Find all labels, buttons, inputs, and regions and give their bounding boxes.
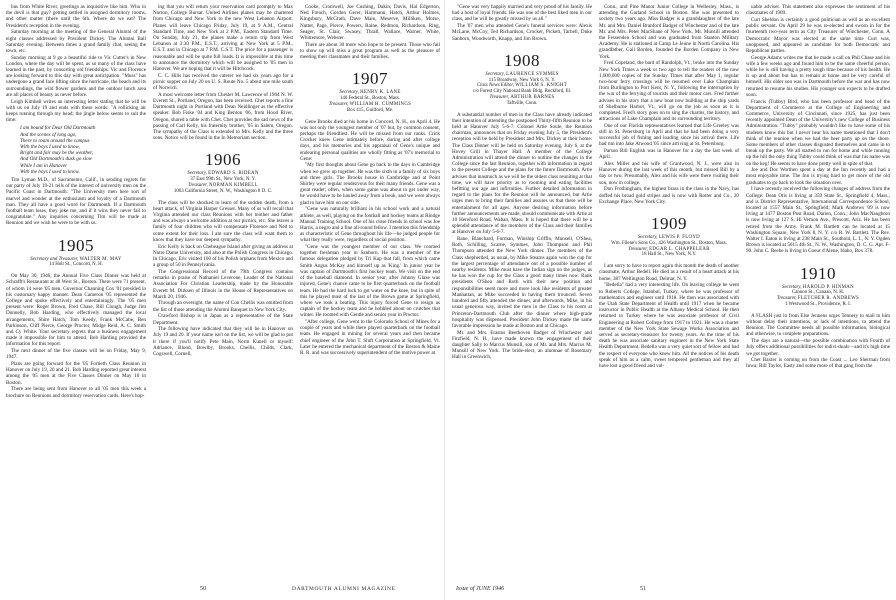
poem-line: While I am in Hanover xyxy=(20,162,68,169)
left-page xyxy=(6,4,440,584)
officer-address: 37 East 99th St., New York, N. Y. xyxy=(190,177,256,183)
officer-name: EDGAR L. CHAPPELEAR xyxy=(649,246,710,252)
left-column-2 xyxy=(153,4,293,574)
officer-address: 1003 California Street, N. W., Washington 8 D. C. xyxy=(173,188,273,194)
class-officers xyxy=(452,72,592,107)
class-officers xyxy=(300,90,440,113)
officer-address: 1 Westwood St., Providence, R. I. xyxy=(784,302,852,308)
paragraph: Bane, Blanchard, Furman, Winship Griffin, Munsell, O'Shea, Roth, Schilling, Scarne, Symmes, John Thompson and Phil Thompson attended the New York dinner. The members of the Class shepherded, as usual, by Mike Stearns again won the cup for the largest percentage of attendance out of a possible number of nearby residents. Mike must have the Indian sign on the judges, as he has won the cup for the Class a good many times now. Bank presidents O'Shea and Roth with their new position and responsibilities seem more and more look like residents of greater Manhattan, as Mike succeeded in having them trounced. Seven hundred and fifty attended the dinner, and afterwards, Mike, in his usual generous way, invited the men in the Class to his room at Princeton-Dartmouth Club after the dinner where high-grade hospitality was dispensed. President John Dickey made the same favorable impression he made at Boston and at Chicago. xyxy=(452,236,592,329)
officer-name: ARTHUR BARNES xyxy=(510,94,555,100)
paragraph-list xyxy=(6,4,146,123)
class-year-heading: 1908 xyxy=(504,50,540,70)
officer-address: Taftville, Conn. xyxy=(506,100,538,106)
paragraph: A FLASH just in from Else Jennens urges Tennery to mail to him without delay their intentions, or lack of intentions, to attend the Reunion. The Committee needs all possible information, biological and otherwise, to complete preparations. xyxy=(746,312,890,338)
paragraph: The Congressional Record of the 79th Congress contains remarks in praise of Nathaniel Leverone, Leader of the National Association For Christian Leadership, made by the Honorable Everett M. Dirksen of Illinois in the House of Representatives on March 20, 1946. xyxy=(153,268,293,300)
officer-role: Treasurer, xyxy=(489,94,510,100)
left-page-number: 50 xyxy=(200,586,206,592)
reunion-poem xyxy=(20,125,146,175)
class-year-heading: 1910 xyxy=(800,263,836,283)
right-page-number: 51 xyxy=(640,586,646,592)
class-year-heading: 1906 xyxy=(205,150,241,170)
paragraph: Francis (Tubby) Bird, who has been professor and head of the Department of Commerce at the College of Engineering and Commerce, University of Cincinnati, since 1925, has just been recently appointed Dean of the University's new College of Business Administration. "Tubby" probably wouldn't like to have some of his students know this but I never hear his name mentioned that I don't think of the reunion when we had the beer party up on the shore. Some members of other classes disgusted themselves and came in to break up the party. We all started to run for home and while running up the hill the only thing Tubby could think of was that his name was on the keg! He seems to have done pretty well in spite of that. xyxy=(746,98,890,167)
magazine-name: DARTMOUTH ALUMNI MAGAZINE xyxy=(292,586,396,592)
paragraph: "Gene was naturally brilliant in his school work and a natural athlete, as well, playing on the football and hockey teams at Rindge Manual Training School. One of his close friends in school was Joe Harris, a negro and a fine all-round fellow. I mention this friendship as characteristic of Gene throughout his life—he judged people for what they really were, regardless of social position. xyxy=(300,206,440,244)
paragraph-list xyxy=(300,119,440,357)
officer-role: Secretary, xyxy=(485,71,505,77)
officer-role: Secretary, xyxy=(782,284,802,290)
paragraph: The class will be shocked to learn of the sudden death, from a heart attack, of Virginia Harper Gresser. Many of us will recall that Virginia attended our class Reunions with her mother and father and was always a welcome addition at our picnics, etc. She leaves a family of four children who will compensate Florence and Ned to some extent for their loss. I am sure the class will want them to know that they have our deepest sympathy. xyxy=(153,199,293,243)
paragraph: Chet Baxter is coming on from the Coast ... Leo Sherman from Iowa; Bill Taylor, Easty and some more of that gang from the xyxy=(746,357,890,370)
paragraph: Fred Copeland, the bard of Randolph, Vt., broke into the Sunday New York Times a week or two ago to tell the readers of the now 1,000,000 copies of the Sunday Times that after May 1, regular two-hour ferry crossings will be resumed over Lake Champlain from Burlington to Port Kent, N. Y., following the interruption by the war of the ferrying of tourists and their motor cars. Fred further advises in his story that a new boat now building at the ship yards of Shelburne Harbor, Vt., will go on the job as soon as it is completed. Fred's story goes on to sing the charms, the history, and attractions of Lake Champlain and its surrounding territory. xyxy=(599,60,739,123)
paragraph: A most welcome letter from Chester M. Lawrence of 1904 N. W. Everett St., Portland, Oregon, has been received. Chet reports a fine Dartmouth night in Portland with Dean Neidlinger as the effective speaker. Bob Fiske '04 and King Benton '06, from Hood River, Oregon, shared a table with Chet. Chet provides the sad news of the passing of Carl Kelly, his fraternity brother, '05 in Salem, Oregon. The sympathy of the Class is extended to Mrs. Kelly and the three sons. Notice will be found in the In Memoriam section. xyxy=(153,91,293,142)
paragraph-list xyxy=(153,4,293,141)
paragraph: Parson Bill English was in Hanover for a day the last week of April. xyxy=(599,148,739,161)
officer-role: Secretary, xyxy=(637,235,658,240)
paragraph: There are being sent from Hanover to all '05 men this week a brochure on Reunions and dormitory reservation cards. Here's hop- xyxy=(6,386,146,399)
paragraph: Through an oversight, the name of Con Chellis was omitted from the list of those attending the Alumni Banquet in New York City. xyxy=(153,300,293,313)
paragraph: Eric Kelly is back on Chebeague Island after giving an address at Notre Dame University, and also at the Polish Congress in Chicago. In Chicago, Eric visited 100 of his Polish orphans from Mexico and a group of 50 in Pennsylvania. xyxy=(153,243,293,269)
poem-line: With the boys I used to know. xyxy=(20,168,80,175)
officer-role: Secretary, xyxy=(187,171,207,177)
right-column-1 xyxy=(452,4,592,574)
paragraph: uable adviser. This statement also expresses the sentiment of his classmates of 1909. xyxy=(746,4,890,17)
paragraph: A substantial number of men in the Class have already indicated their intention of attending the postponed Thirty-fifth Reunion to be held at Hanover July 5-6-7. Colonel Artie Soule, the Reunion chairman, announces that on Friday evening July 5, the President's reception will be held by President and Mrs. Dickey at their home. The Class Dinner will be held on Saturday evening, July 6, at the Hovey Grill in Thayer Hall. A member of the College Administration will attend the dinner to outline the changes in the College since the last Reunion, together with information in regard to the present College and the plans for the future Dartmouth. Artie advises that inasmuch as we will be the oldest class reuniting at that time, we will have priority as to rooming and eating facilities befitting our age and infirmities. Further detailed information in regard to the plans for the Reunion will be announced, but Artie urges men to bring their families and assures us that there will be entertainment for all ages. Anyone desiring information before further announcements are made, should communicate with Artie at 10 Hereford Road, Waban, Mass. It is hoped that there will be a splendid attendance of the members of the Class and their families at Hanover on July 5-6-7. xyxy=(452,111,592,236)
paragraph: "Gene was very happily married and very proud of his family. He had a host of loyal friends. He was one of the best liked men in our class, and he will be greatly missed by us all." xyxy=(452,4,592,23)
paragraph-list xyxy=(300,4,440,60)
paragraph: Curt Sheldon is certainly a good politician as well as an excellent public servant. On April 29 he was re-elected and sworn in for the fourteenth two-year term as City Treasurer of Winchester, Conn. A Democratic Mayor was elected at the same time Curt was, unopposed, and appeared as candidate for both Democratic and Republican parties. xyxy=(746,16,890,54)
paragraph: I am sorry to have to report again this month the death of another classmate, Arthur Bedell. He died as a result of a heart attack at his home, 387 Wellington Road, Delmar, N. Y. xyxy=(599,263,739,282)
class-officers xyxy=(599,235,739,258)
officer-name: WILLIAM S. KNIGHT xyxy=(515,83,568,89)
paragraph: George Adams writes me that he made a call on Phil Chase and his wife a few weeks ago and found him to be the same cheerful person, while he is still having a pretty tough time because of his health. He is up and about but has to remain at home and be very careful of himself. His older son was in Dartmouth before the war and has now returned to resume his studies. His younger son expects to be drafted soon. xyxy=(746,54,890,98)
paragraph-list xyxy=(452,112,592,361)
class-officers xyxy=(746,285,890,308)
poem-line: Bright and fair may be the weather, xyxy=(20,150,93,157)
officer-role: Treasurer, xyxy=(628,246,648,252)
officer-address: Wm. Filene's Sons Co., 426 Washington St., Boston, Mass. xyxy=(611,240,727,246)
paragraph-list xyxy=(6,177,146,227)
poem-line: And the scenes of long ago, xyxy=(20,131,77,138)
officer-role: Secretary, xyxy=(339,90,359,96)
paragraph: Crawford Bishop is in Japan as a representative of the State Department. xyxy=(153,313,293,326)
officer-name: FLETCHER R. ANDREWS xyxy=(797,296,860,302)
right-column-2 xyxy=(599,4,739,574)
paragraph: Plans are going forward for the '05 Fortieth Class Reunion in Hanover on July 19, 20 and 21. Bob Harding reported great interest among the '05 men at the Five Classes Dinner on May 10 in Boston. xyxy=(6,361,146,386)
paragraph: "My first thoughts about Gene go back to the days in Cambridge when we grew up together. He was the sixth in a family of six boys and three girls. The Brooks house in Cambridge and at Point Shirley were regular rendezvous for their many friends. Gene was a great reader; often, when some game was about to get under way, he would have to be hauled away from a book, and we were always glad to have him on our side. xyxy=(300,162,440,206)
officer-name: LEWIS P. FLOYD xyxy=(658,235,701,240)
paragraph: Saturday morning at the meeting of the General Alumni of the eight classes addressed by President Dickey. The Alumni Ball Saturday evening. Between times a grand family chat, seeing the town, etc. xyxy=(6,29,146,54)
officer-address: 140 Federal St., Boston, Mass. xyxy=(339,96,401,102)
poem-line: And Old Dartmouth's dusk go slow xyxy=(20,156,93,163)
officer-role: Secretary and Treasurer, xyxy=(30,256,79,262)
officer-name: HENRY K. LANE xyxy=(360,90,401,96)
class-year-heading: 1905 xyxy=(58,235,94,255)
officer-address: 115 Broadway, New York 6, N. Y. xyxy=(488,77,556,83)
paragraph: On May 30, 1946, the Annual Five Class Dinner was held at Schrafft's Restaurant at 48 West St., Boston. There were 71 present, of whom 14 were '05 men. Governor Channing Cox '01 presided in his customary happy manner. Dean Cameron '05 represented the College and spoke effectively and entertainingly. The '05 men present were: Roger Brown, Fred Chase, Bill Clough, Judge Jim Donnelly, Bob Harding, who effectively managed the local arrangements, Shire Hatch, Tom Keedy, Frank McCabe, Ben Parkinson, Cliff Pierce, George Proctor, Midge Reid, A. C. Smith and Cy White. Your secretary regrets that a business engagement made it impossible for him to attend. Bob Harding provided the information for this report. xyxy=(6,273,146,348)
class-year-heading: 1907 xyxy=(352,69,388,89)
paragraph-list xyxy=(599,263,739,369)
paragraph-list xyxy=(153,200,293,358)
left-column-1 xyxy=(6,4,146,574)
right-page xyxy=(452,4,890,584)
officer-name: NORMAN KIMBELL xyxy=(208,183,258,189)
paragraph: Leigh Kimball writes an interesting letter stating that he will be with us on July 19 and ends with these words: "A rollicking air keeps running through my head; the jingle below seems to suit the time: xyxy=(6,98,146,124)
paragraph: Alex Miller and his wife of Grantwood, N. J., were also in Hanover during the last week of this month, but missed Bill by a day or two. Presumably, Alex and his wife were there visiting their son, now in college. xyxy=(599,161,739,186)
officer-address: Box 415, Guilford, Me. xyxy=(346,107,394,113)
paragraph: I have recently received the following changes of address from the College: Dean Otis is living at 359 State St., Springfield 4, Mass., and is District Representative, International Correspondence School, located at 1557 Main St., Springfield; Mark Andrews '09 is now living at 1477 Boston Post Road, Darien, Conn.; John MacNaughton is now living at 127 S. Hi Vernon Ave., Prescott, Ariz. He has been retired from the Army. Frank M. Bartlett can be located at 15 Washington Square, New York 8, N. Y. c/o R. W. Bartlett. The Rev. Walter I. Eaton is living at 238 Main St., Southold, L. I., N. Y. Ogden Brown is located at 5615 4th St., N. W., Washington, D. C. G. Apr. F-90. John C. Beebe is living in Coeur d'Alene, Idaho, Box 378. xyxy=(746,186,890,255)
officer-role: Class News Editor, xyxy=(476,83,514,89)
paragraph: The days are a natural—the possible combination with Fourth of July offers additional possibilities for indivi-duals—and it's high time we got together. xyxy=(746,338,890,357)
officer-role: Treasurer, xyxy=(328,101,349,107)
page-gutter xyxy=(444,0,445,600)
paragraph: C. C. Hills has received the caterer we had six years ago for a picnic supper on July 20 on U. S. Route No. 5 about one mile south of Norwich. xyxy=(153,72,293,92)
officer-address: 18 Hall St., New York, N.Y. xyxy=(641,252,697,258)
class-officers xyxy=(6,257,146,269)
officer-name: LAURENCE SYMMES xyxy=(506,71,559,77)
officer-address: 14 Holt St., Concord, N. H. xyxy=(49,262,103,268)
paragraph: Don Frothingham, the highest brass in the class in the Navy, has doffed his broad gold stripes and is now with Rotter and Co., 20 Exchange Place, New York City. xyxy=(599,186,739,205)
officer-role: Treasurer, xyxy=(188,183,208,189)
paragraph-list xyxy=(452,4,592,42)
paragraph: bus from White River, greetings as inquisitive like him. Who in the devil is that guy? getting settled in assigned dormitory rooms, and other matter (there until the 6th. Where do we eat? The President's reception in the evening. xyxy=(6,4,146,29)
paragraph: Tim Lyman M.D., of Sacramento, Calif., in sending regrets for our party of July 19-21 tells of the interest of university men on the Pacific Coast in Dartmouth: "The University men here sort of marvel and wonder at the enthusiasm and loyalty of a Dartmouth man. They all have a good word for Dartmouth. If a Dartmouth football team loses, they joke me, and if it wins they never fail to congratulate." Any inquiries concerning Tim will be made at Reunion and we wish he were to be with us. xyxy=(6,176,146,227)
officer-address: c/o Forest City National Bank Bldg. Rockford, Ill. xyxy=(472,89,572,95)
paragraph: Mr. and Mrs. Erastus Beethoven Badger of Winchester and Fitzfield, N. H., have made known the engagement of their daughter Sally to Marcus Munsill, son of Mr. and Mrs. Marcus M. Munsill of New York. The bride-elect, an alumnae of Rosemary Hall in Greenwich, xyxy=(452,329,592,361)
poem-line: I am bound for Dear Old Dartmouth xyxy=(20,125,96,132)
officer-name: HAROLD P. HINMAN xyxy=(802,284,854,290)
paragraph: ing that you will return your reservation card promptly to Max Norton, College Bursar. United Airlines planes may be chartered from Chicago and New York to the new West Lebanon Airport. Planes will leave Chicago Friday, July 19, at 9 A.M., Central Standard Time, and New York at 2 P.M., Eastern Standard Time. On Sunday, July 21, the planes make a return trip from West Lebanon at 3:30 P.M., E.S.T., arriving at New York at 5 P.M., E.S.T. and in Chicago at 7 P.M. C.S.T. The price for a passenger is reasonable and will be quite full loads. It is impossible at this time to announce the dormitory which will be assigned to '05 men in Hanover. We are hoping that it will be Hitchcock. xyxy=(153,4,293,73)
poem-line: With the boys I used to know, xyxy=(20,143,80,150)
paragraph: There are about 30 more who hope to be present. Those who fail to show up will miss a great program as well as the pleasure of meeting their classmates and their families. xyxy=(300,41,440,61)
paragraph: The '07 men who attended Gene's funeral services were: Alexis McLane, McCoy, Ted Richardson, Crocker, Pickett, Tarbell, Duke Sanborn, Woodworth, Knapp, and Jim Brown. xyxy=(452,23,592,42)
paragraph: The next dinner of the five classes will be on Friday, May 9, 1947. xyxy=(6,348,146,361)
paragraph: The following have indicated that they will be in Hanover on July 19 and 20. If your name isn't on the list, we will be glad to put it there if you'll notify Pete Main, Norm Kunell or myself: Adriance, Blood, Bowlby, Brooks, Chellis, Childs, Clark, Cogswell, Cornell, xyxy=(153,326,293,358)
paragraph: "After college, Gene went to the Colorado School of Mines for a couple of years and while there played quarterback on the football team. He engaged in mining for several years and then became chief engineer of the John T. Sluft Corporation at Springfield, Vt. Later he entered the mechanical department of the Boston & Maine R. R. and was successively superintendent of the motive power at xyxy=(300,319,440,357)
paragraph: One of our Florida representatives learned that Life Greeley was still in St. Petersburg in April and that he had been doing a very successful job of fishing and loading since his arrival there. Life had run into Jake Atwood '05 since arriving at St. Petersburg. xyxy=(599,122,739,148)
officer-name: WILLIAM H. CUMMINGS xyxy=(349,101,412,107)
paragraph-list xyxy=(746,4,890,255)
left-column-3 xyxy=(300,4,440,574)
paragraph-list xyxy=(599,4,739,205)
paragraph: Sunday morning at 9 go a beautiful ride to Vic Cutter's in New London, where the day will be spent, as so many of the class have learned in the past, by consorting old friendships. Vic and Florence are looking forward to this day with great anticipation. "Muss" has undergone a grand face lifting since the hurricane, the beach and its surroundings, the wild flower gardens and the outdoor lunch area are all places of beauty as never before. xyxy=(6,54,146,98)
paragraph: "Gene was the youngest member of our class. We roomed together freshman year in Sanborn. He was a member of the famous delegation pledged by Tri Kap that fall, from which came Smith Angus McKay and himself up as 'King.' In junior year he was captain of Dartmouth's first hockey team. We visit on the end of the baseball diamond. In senior year, after Johnny Glaze was injured, Gene's chance came to be first quarterback on the football team. He had the hard luck to get water on the knee, but in spite of this he played most of the last of the Brown game at Springfield, where we took a beating. This injury forced Gene to resign as captain of the hockey team and he hobbled about on crutches that winter. He roomed with Gentle and senior year in Proctor. xyxy=(300,244,440,319)
officer-role: Treasurer, xyxy=(776,296,797,302)
poem-line: There to roam around the campus xyxy=(20,137,90,144)
paragraph: Cooke, Cromwell, Joe Cushing, Dakin, Davis, Hal Edgerton, Ned French, Gordon Gerer, Hartmann, Hatch, Arthur Holmes, Kingsbury, McGrath, Dave Main, Meserve, Milliken, Morse, Nutter, Page, Pierce, Powers, Raine, Redmon, Richardson, Ring, Seager, St. Clair, Swasey, Thrall, Wallace, Warner, White, Whittemore, Webster. xyxy=(300,4,440,42)
officer-address: Cannon St., Canaan, N. H. xyxy=(791,290,845,296)
paragraph-list xyxy=(746,313,890,370)
paragraph: "Bedella" had a very interesting life. On leaving college he went to Roberts College, Istanbul, Turkey, where he was professor of mathematics and engineer until 1918. He then was associated with the Utah State Department of Health until 1917 when he became instructor in Public Health at the Albany Medical School. He then returned to Turkey where he was associate professor of Civil Engineering at Robert College from 1917 to 1921. He was a charter member of the New York State Sewage Works Association and served as secretary-treasurer for twenty years. At the time of his death he was associate sanitary engineer in the New York State Health Department. Bedella was a very quiet sort of fellow and had the respect of everyone who knew him. All the notices of his death speak of him as a calm, sweet tempered gentleman and they all have lost a good friend and val- xyxy=(599,282,739,369)
paragraph: Joe and Doc Worthen spent a day at the Inn recently and had a most enjoyable time. The Inn is trying hard to get more of the old graduates to go back to look the situation over. xyxy=(746,167,890,186)
issue-line: Issue of JUNE 1946 xyxy=(456,586,505,592)
paragraph: Gene Brooks died at his home in Concord, N. H., on April 4. He was not only the youngest member of '07 but, by common consent, perhaps the friendliest. He will be missed from our ranks. Crick Crocker knew Gene intimately before, during and after college days, and his memories and his appraisal of Gene's unique and endearing personal qualities are wholly fitting as '07's memorial to Gene: xyxy=(300,118,440,162)
paragraph: Conn., and Pine Manor Junior College in Wellesley, Mass., is attending the Garland School in Boston. She was presented to society two years ago. Miss Badger is a granddaughter of the late Mr. and Mrs. Daniel Branford Badger of Winchester and of the late Mr. and Mrs. Peter MacShane of New York. Mr. Munsill attended the Fessenden School and was graduated from Stanton Military Academy. He is stationed at Camp Le Jeune in North Carolina. His grandfather, Gail Borden, founded the Borden Company in New York. xyxy=(599,4,739,60)
paragraph-list xyxy=(6,273,146,399)
class-year-heading: 1909 xyxy=(651,214,687,233)
class-officers xyxy=(153,171,293,194)
officer-name: WALTER M. MAY xyxy=(79,256,122,262)
officer-name: EDWARD S. RIDEAN xyxy=(208,171,259,177)
right-column-3 xyxy=(746,4,890,574)
